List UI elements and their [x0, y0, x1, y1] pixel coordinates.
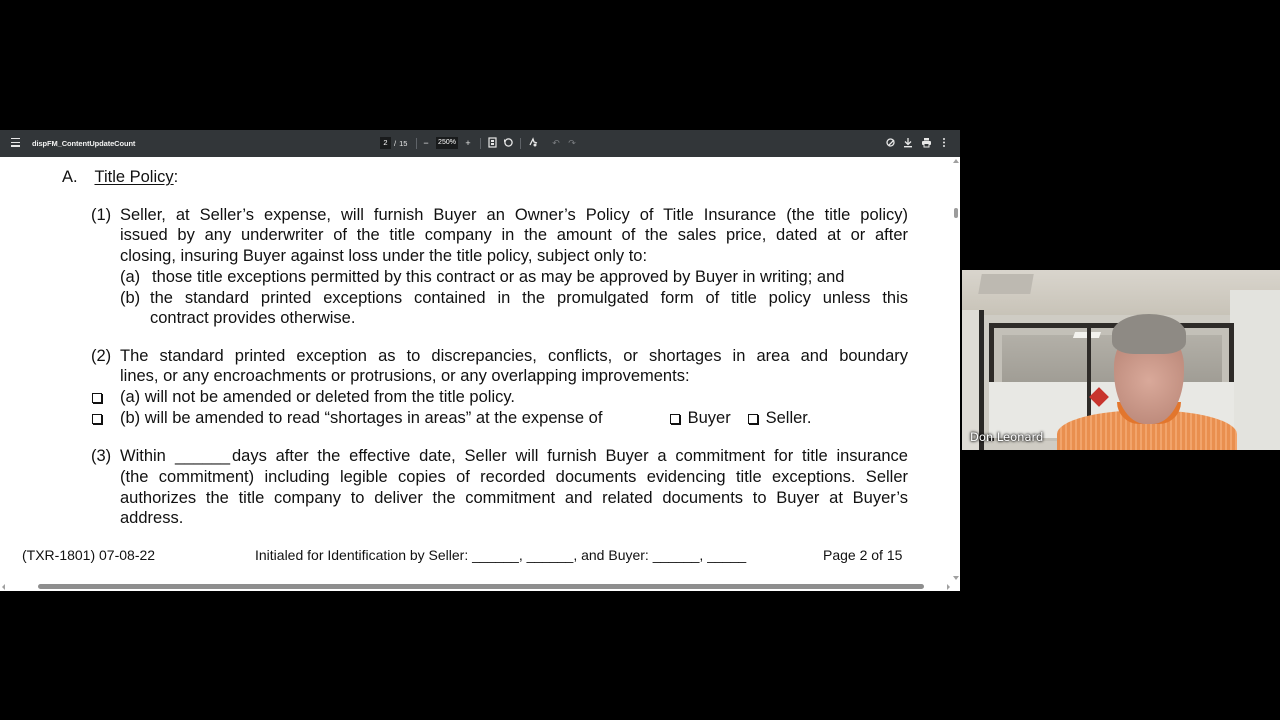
option-a-label: (a) will not be amended or deleted from the title policy. [120, 388, 515, 406]
pdf-toolbar [0, 130, 960, 157]
item-number: (1) [91, 206, 112, 224]
scroll-left-icon[interactable] [2, 584, 5, 590]
undo-icon[interactable]: ↶ [552, 138, 560, 148]
redo-icon[interactable]: ↷ [568, 138, 576, 148]
item-3-line-4: address. [120, 509, 184, 527]
item-3-line-1: days after the effective date, Seller will furnish Buyer a commitment for title insurance [232, 447, 908, 465]
buyer-checkbox[interactable] [670, 414, 680, 424]
subitem-label: (a) [120, 268, 141, 286]
subitem-b-line-2: contract provides otherwise. [150, 309, 356, 327]
item-1-line-1: Seller, at Seller’s expense, will furnish Buyer an Owner’s Policy of Title Insurance (the title policy) [120, 206, 908, 224]
toolbar-divider [416, 138, 417, 149]
seller-checkbox[interactable] [748, 414, 758, 424]
annotate-icon[interactable] [527, 137, 539, 150]
seller-label: Seller. [765, 409, 812, 427]
page-footer: Page 2 of 15 [823, 547, 903, 563]
option-b-row [92, 408, 105, 429]
toolbar-divider [480, 138, 481, 149]
more-vert-icon[interactable] [938, 137, 950, 150]
subitem-label: (b) [120, 289, 141, 307]
expense-seller-option [748, 408, 811, 429]
document-title: dispFM_ContentUpdateCount [32, 139, 136, 148]
zoom-out-button[interactable]: − [423, 138, 429, 148]
initials-line: Initialed for Identification by Seller: ______, ______, and Buyer: ______, _____ [255, 547, 747, 563]
buyer-label: Buyer [687, 409, 731, 427]
horizontal-scroll-thumb[interactable] [38, 584, 924, 589]
scroll-down-icon[interactable] [953, 576, 959, 580]
page-indicator [380, 137, 407, 149]
print-icon[interactable] [920, 137, 932, 150]
item-3-line-3: authorizes the title company to deliver the commitment and related documents to Buyer at Buyer’s [120, 489, 908, 507]
horizontal-scrollbar[interactable] [0, 582, 960, 591]
vertical-scrollbar[interactable] [952, 157, 960, 582]
subitem-b-line-1: the standard printed exceptions contained in the promulgated form of title policy unless this [150, 289, 908, 307]
item-number: (3) [91, 447, 112, 465]
download-icon[interactable] [902, 137, 914, 150]
item-2-line-1: The standard printed exception as to discrepancies, conflicts, or shortages in area and boundary [120, 347, 908, 365]
section-heading [62, 167, 178, 188]
vertical-scroll-thumb[interactable] [954, 208, 958, 218]
option-a-row [92, 387, 105, 408]
section-letter: A. [62, 168, 78, 186]
video-background [978, 274, 1034, 294]
hamburger-icon[interactable] [11, 138, 20, 148]
page-number-input[interactable]: 2 [380, 137, 391, 149]
participant-figure [1112, 314, 1186, 354]
participant-name: Don Leonard [970, 430, 1044, 444]
option-b-checkbox[interactable] [92, 414, 102, 424]
toolbar-divider [520, 138, 521, 149]
item-1-line-3: closing, insuring Buyer against loss under the title policy, subject only to: [120, 247, 648, 265]
subitem-a-text: those title exceptions permitted by this contract or as may be approved by Buyer in writing; and [152, 268, 845, 286]
days-blank: ______ [175, 447, 231, 465]
participant-video-tile[interactable] [962, 270, 1280, 450]
item-3-line-2: (the commitment) including legible copies of recorded documents evidencing title exceptions. Seller [120, 468, 908, 486]
fit-page-icon[interactable] [486, 137, 498, 150]
option-b-label: (b) will be amended to read “shortages in areas” at the expense of [120, 409, 603, 427]
rotate-icon[interactable] [502, 137, 514, 150]
item-2-line-2: lines, or any encroachments or protrusions, or any overlapping improvements: [120, 367, 690, 385]
edit-sign-icon[interactable] [884, 137, 896, 150]
scroll-up-icon[interactable] [953, 159, 959, 163]
form-id: (TXR-1801) 07-08-22 [22, 547, 156, 563]
item-3-within: Within [120, 447, 166, 465]
pdf-page [0, 157, 952, 582]
page-separator: / [394, 138, 397, 148]
section-title-suffix: : [173, 168, 179, 186]
zoom-in-button[interactable]: + [465, 138, 471, 148]
video-background [1230, 290, 1280, 450]
zoom-level-input[interactable]: 250% [436, 137, 458, 149]
section-title: Title Policy [94, 168, 174, 186]
total-pages: 15 [399, 138, 408, 148]
scroll-right-icon[interactable] [947, 584, 950, 590]
expense-buyer-option [670, 408, 731, 429]
video-background [962, 310, 984, 450]
item-1-line-2: issued by any underwriter of the title company in the amount of the sales price, dated at or after [120, 226, 908, 244]
option-a-checkbox[interactable] [92, 393, 102, 403]
pdf-viewer [0, 130, 960, 591]
item-number: (2) [91, 347, 112, 365]
